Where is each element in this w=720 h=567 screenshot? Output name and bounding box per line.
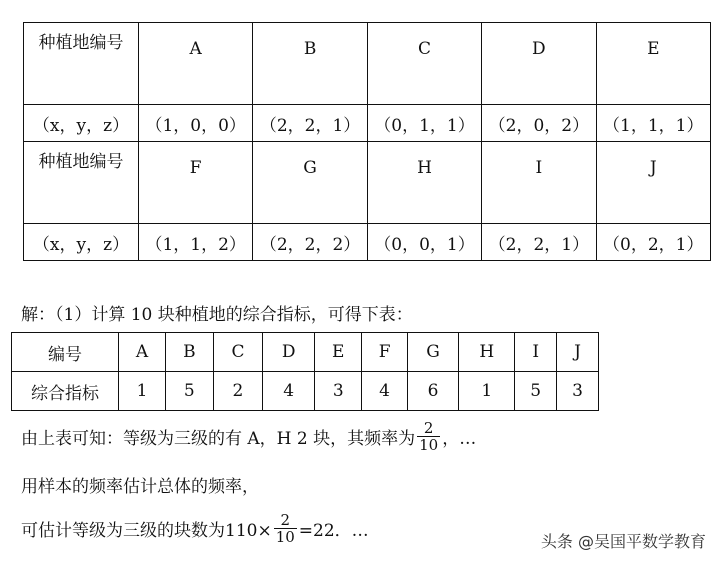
frequency-text: 由上表可知：等级为三级的有 A，H 2 块，其频率为 (21, 429, 416, 449)
value-cell: 5 (165, 372, 213, 411)
plot-id-cell: B (253, 23, 367, 105)
value-cell: 3 (557, 372, 599, 411)
value-cell: 6 (407, 372, 459, 411)
fraction-denominator: 10 (275, 528, 295, 546)
estimate-tail: =22．… (298, 521, 369, 541)
value-cell: 4 (362, 372, 407, 411)
coord-cell: （1，1，1） (596, 105, 710, 142)
plot-id-cell: I (482, 142, 596, 224)
coord-cell: （0，2，1） (596, 224, 710, 261)
coord-cell: （2，2，2） (253, 224, 367, 261)
value-cell: 5 (515, 372, 557, 411)
plot-id-cell: J (596, 142, 710, 224)
fraction-numerator: 2 (280, 511, 291, 529)
table-row (24, 23, 711, 105)
table-row (12, 372, 599, 411)
row-label-id: 种植地编号 (24, 142, 139, 224)
value-cell: 4 (263, 372, 315, 411)
watermark: 头条 @吴国平数学教育 (540, 532, 706, 551)
fraction-numerator: 2 (423, 419, 434, 437)
row-label-coords: （x，y，z） (24, 105, 139, 142)
estimate-statement: 用样本的频率估计总体的频率， (21, 477, 259, 497)
id-cell: E (315, 333, 362, 372)
estimate-text: 可估计等级为三级的块数为110× (21, 521, 272, 541)
coord-cell: （2，0，2） (482, 105, 596, 142)
plot-id-cell: C (367, 23, 481, 105)
id-cell: J (557, 333, 599, 372)
frequency-line (21, 420, 476, 453)
coord-cell: （2，2，1） (482, 224, 596, 261)
coord-cell: （0，0，1） (367, 224, 481, 261)
table-row (12, 333, 599, 372)
header-label: 编号 (12, 333, 119, 372)
plot-id-cell: E (596, 23, 710, 105)
table-row (24, 142, 711, 224)
coord-cell: （2，2，1） (253, 105, 367, 142)
value-cell: 2 (213, 372, 263, 411)
id-cell: I (515, 333, 557, 372)
plot-id-cell: F (139, 142, 253, 224)
id-cell: B (165, 333, 213, 372)
row-label-id: 种植地编号 (24, 23, 139, 105)
id-cell: C (213, 333, 263, 372)
value-cell: 3 (315, 372, 362, 411)
fraction (417, 420, 440, 453)
plot-id-cell: H (367, 142, 481, 224)
id-cell: D (263, 333, 315, 372)
plot-id-cell: D (482, 23, 596, 105)
id-cell: F (362, 333, 407, 372)
value-cell: 1 (459, 372, 515, 411)
table-row (24, 224, 711, 261)
id-cell: A (119, 333, 166, 372)
estimate-line (21, 512, 369, 545)
index-table (11, 332, 599, 411)
id-cell: G (407, 333, 459, 372)
solution-intro: 解：（1）计算 10 块种植地的综合指标，可得下表： (21, 305, 413, 325)
coordinates-table (23, 22, 711, 261)
table-row (24, 105, 711, 142)
frequency-tail: ，… (442, 429, 477, 449)
row-label-coords: （x，y，z） (24, 224, 139, 261)
plot-id-cell: G (253, 142, 367, 224)
fraction-denominator: 10 (419, 436, 439, 454)
plot-id-cell: A (139, 23, 253, 105)
value-cell: 1 (119, 372, 166, 411)
fraction (274, 512, 297, 545)
coord-cell: （1，1，2） (139, 224, 253, 261)
coord-cell: （1，0，0） (139, 105, 253, 142)
id-cell: H (459, 333, 515, 372)
value-label: 综合指标 (12, 372, 119, 411)
coord-cell: （0，1，1） (367, 105, 481, 142)
